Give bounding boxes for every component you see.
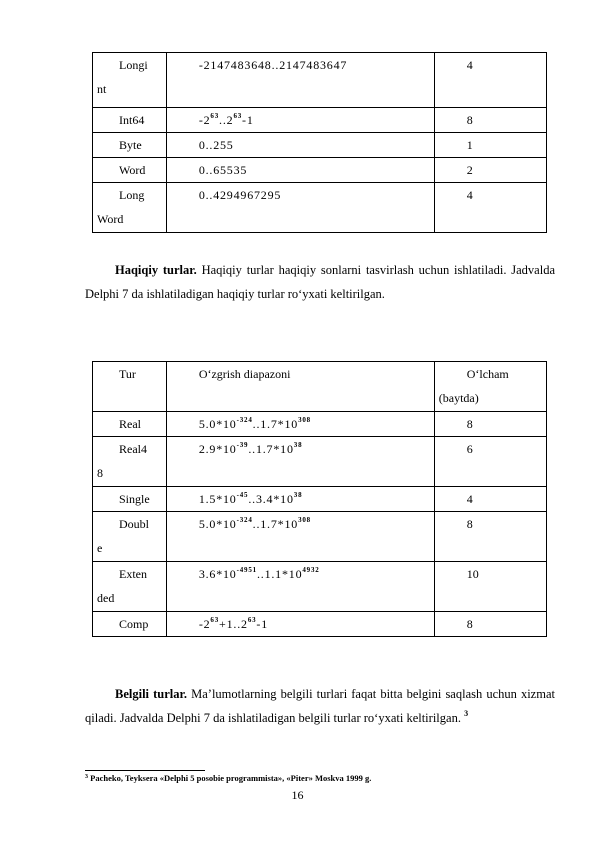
table-row [93, 612, 547, 637]
table-header-row [93, 362, 547, 412]
size-cell: 4 [434, 487, 546, 512]
footnote: $^3$ Pacheko, Teyksera «Delphi 5 posobie programmista», «Piter» Moskva 1999 g. [85, 773, 372, 783]
table-row [93, 487, 547, 512]
table-row [93, 183, 547, 233]
size-cell: 8 [434, 512, 546, 562]
size-cell: 8 [434, 108, 546, 133]
real-types-table [92, 361, 547, 637]
size-cell: 2 [434, 158, 546, 183]
type-name-cell: Real4 8 [93, 437, 167, 487]
header-type: Tur [93, 362, 167, 412]
range-cell: 0..255 [166, 133, 434, 158]
page-number: 16 [291, 788, 304, 802]
size-cell: 6 [434, 437, 546, 487]
table-row [93, 412, 547, 437]
type-name-cell: Longi nt [93, 53, 167, 108]
range-cell: $1.5*10^{-45}..3.4*10^{38}$ [166, 487, 434, 512]
range-cell: $3.6*10^{-4951}..1.1*10^{4932}$ [166, 562, 434, 612]
footnote-ref: 3 [464, 709, 469, 718]
range-cell: 0..65535 [166, 158, 434, 183]
integer-types-table [92, 52, 547, 233]
real-types-paragraph: Haqiqiy turlar. Haqiqiy turlar haqiqiy sonlarni tasvirlash uchun ishlatiladi. Jadvalda Delphi 7 da ishlatiladigan haqiqiy turlar ro‘yxati keltirilgan. [85, 263, 555, 301]
type-name-cell: Single [93, 487, 167, 512]
type-name-cell: Exten ded [93, 562, 167, 612]
size-cell: 1 [434, 133, 546, 158]
type-name-cell: Long Word [93, 183, 167, 233]
table-row [93, 562, 547, 612]
range-cell: -2147483648..2147483647 [166, 53, 434, 108]
size-cell: 4 [434, 183, 546, 233]
size-cell: 8 [434, 412, 546, 437]
table-row [93, 53, 547, 108]
range-cell: 0..4294967295 [166, 183, 434, 233]
char-types-paragraph: Belgili turlar. Ma’lumotlarning belgili turlari faqat bitta belgini saqlash uchun xizmat qiladi. Jadvalda Delphi 7 da ishlatiladigan belgili turlar ro‘yxati keltirilgan. $^3$ [85, 687, 555, 725]
table-row [93, 108, 547, 133]
section-heading: Haqiqiy turlar. [115, 263, 197, 277]
size-cell: 8 [434, 612, 546, 637]
type-name-cell: Int64 [93, 108, 167, 133]
table-row [93, 133, 547, 158]
type-name-cell: Byte [93, 133, 167, 158]
header-range: O‘zgrish diapazoni [166, 362, 434, 412]
type-name-cell: Comp [93, 612, 167, 637]
type-name-cell: Word [93, 158, 167, 183]
size-cell: 4 [434, 53, 546, 108]
table-row [93, 437, 547, 487]
range-cell: $-2^{63}+1..2^{63}-1$ [166, 612, 434, 637]
table-row [93, 158, 547, 183]
range-cell: $2.9*10^{-39}..1.7*10^{38}$ [166, 437, 434, 487]
table-row [93, 512, 547, 562]
type-name-cell: Real [93, 412, 167, 437]
size-cell: 10 [434, 562, 546, 612]
footnote-divider [85, 770, 205, 771]
type-name-cell: Doubl e [93, 512, 167, 562]
range-cell: $5.0*10^{-324}..1.7*10^{308}$ [166, 412, 434, 437]
range-cell: $5.0*10^{-324}..1.7*10^{308}$ [166, 512, 434, 562]
range-cell: $-2^{63}..2^{63}-1$ [166, 108, 434, 133]
header-size: O‘lcham (baytda) [434, 362, 546, 412]
section-heading: Belgili turlar. [115, 687, 188, 701]
